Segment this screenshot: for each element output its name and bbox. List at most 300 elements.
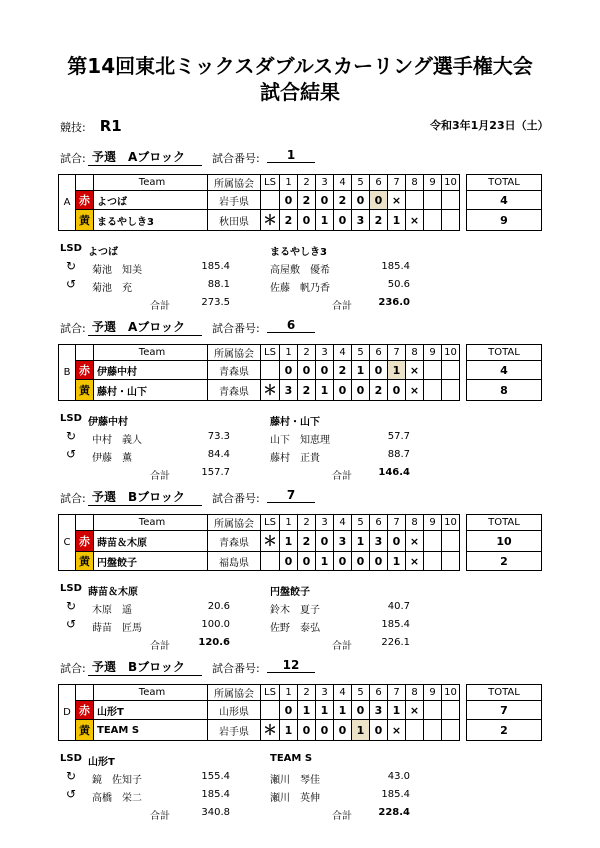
scoreboard — [58, 344, 542, 401]
team-name: 山形T — [94, 701, 208, 720]
end-header: 7 — [388, 175, 406, 191]
gap — [460, 361, 467, 380]
end-score: 0 — [280, 191, 298, 210]
gap — [460, 720, 467, 741]
team-header: Team — [94, 175, 208, 191]
end-score: 1 — [280, 531, 298, 552]
gap — [460, 380, 467, 401]
round-header — [60, 117, 122, 135]
team-row — [59, 701, 542, 720]
association-header: 所属協会 — [208, 345, 261, 361]
end-score: 1 — [316, 701, 334, 720]
end-score: 3 — [370, 531, 388, 552]
end-header: 10 — [442, 345, 460, 361]
yellow-stone-badge: 黄 — [76, 720, 94, 741]
end-score — [442, 701, 460, 720]
total-header: TOTAL — [467, 175, 542, 191]
player-name: 菊池 知美 — [92, 265, 142, 276]
ls-header: LS — [261, 515, 280, 531]
lsd-label: LSD — [60, 413, 82, 424]
end-score — [424, 552, 442, 571]
block-name: 予選 Bブロック — [88, 658, 202, 676]
end-score: 0 — [334, 210, 352, 231]
game-info — [60, 658, 300, 676]
ls-header: LS — [261, 345, 280, 361]
end-score: 0 — [316, 720, 334, 741]
end-score: × — [406, 361, 424, 380]
scoreboard — [58, 684, 542, 741]
end-score — [442, 380, 460, 401]
gap — [460, 345, 467, 361]
end-score: 2 — [280, 210, 298, 231]
end-score — [424, 361, 442, 380]
team-row — [59, 210, 542, 231]
last-stone-mark: ＊ — [261, 380, 280, 401]
game-no-label: 試合番号: — [212, 662, 260, 675]
clockwise-icon: ↻ — [66, 429, 77, 443]
end-score: 3 — [352, 210, 370, 231]
team-total: 10 — [467, 531, 542, 552]
subtotal-label: 合計 — [332, 471, 352, 482]
header-blank — [76, 685, 94, 701]
end-score: 0 — [370, 552, 388, 571]
end-header: 8 — [406, 685, 424, 701]
end-score — [442, 191, 460, 210]
total-header: TOTAL — [467, 685, 542, 701]
lsd-team-name: まるやしき3 — [270, 247, 327, 258]
end-score — [406, 191, 424, 210]
team-name: TEAM S — [94, 720, 208, 741]
player-name: 木原 遥 — [92, 605, 132, 616]
subtotal-label: 合計 — [332, 641, 352, 652]
end-score — [442, 552, 460, 571]
game-no-label: 試合番号: — [212, 492, 260, 505]
end-score — [424, 210, 442, 231]
header-blank — [76, 175, 94, 191]
player-name: 瀬川 琴佳 — [270, 775, 320, 786]
game-label: 試合: — [60, 492, 86, 505]
lsd-subtotal: 236.0 — [378, 297, 410, 308]
end-header: 10 — [442, 175, 460, 191]
block-name: 予選 Aブロック — [88, 318, 202, 336]
end-score: 0 — [298, 210, 316, 231]
end-score: × — [388, 720, 406, 741]
sheet-letter: A — [59, 175, 76, 231]
team-association: 岩手県 — [208, 720, 261, 741]
game-no: 6 — [267, 318, 315, 333]
end-score: 0 — [388, 380, 406, 401]
clockwise-icon: ↻ — [66, 769, 77, 783]
lsd-team-name: よつば — [88, 247, 118, 258]
scoreboard-header — [59, 345, 542, 361]
lsd-subtotal: 340.8 — [201, 807, 230, 818]
player-name: 鈴木 夏子 — [270, 605, 320, 616]
red-stone-badge: 赤 — [76, 361, 94, 380]
end-header: 4 — [334, 345, 352, 361]
gap — [460, 210, 467, 231]
end-score — [424, 701, 442, 720]
game-no: 1 — [267, 148, 315, 163]
end-header: 6 — [370, 345, 388, 361]
end-header: 5 — [352, 685, 370, 701]
game-section — [0, 150, 600, 320]
end-score: 0 — [370, 361, 388, 380]
end-header: 2 — [298, 345, 316, 361]
team-association: 秋田県 — [208, 210, 261, 231]
lsd-subtotal: 226.1 — [381, 637, 410, 648]
end-score — [424, 720, 442, 741]
game-label: 試合: — [60, 322, 86, 335]
end-score — [442, 361, 460, 380]
end-header: 1 — [280, 345, 298, 361]
yellow-stone-badge: 黄 — [76, 210, 94, 231]
block-name: 予選 Aブロック — [88, 148, 202, 166]
player-name: 鏡 佐知子 — [92, 775, 142, 786]
clockwise-icon: ↻ — [66, 599, 77, 613]
player-name: 中村 義人 — [92, 435, 142, 446]
team-row — [59, 380, 542, 401]
end-score: 2 — [298, 380, 316, 401]
last-stone-mark — [261, 191, 280, 210]
end-header: 1 — [280, 685, 298, 701]
team-name: よつば — [94, 191, 208, 210]
end-header: 7 — [388, 345, 406, 361]
end-score: × — [406, 701, 424, 720]
lsd-team-name: TEAM S — [270, 753, 313, 764]
page-title: 試合結果 — [260, 80, 340, 104]
game-no-label: 試合番号: — [212, 322, 260, 335]
end-score: 1 — [352, 531, 370, 552]
player-lsd-value: 88.7 — [387, 449, 410, 460]
subtotal-label: 合計 — [150, 471, 170, 482]
lsd-subtotal: 273.5 — [201, 297, 230, 308]
end-score — [406, 720, 424, 741]
player-lsd-value: 155.4 — [201, 771, 230, 782]
team-total: 2 — [467, 552, 542, 571]
end-header: 4 — [334, 515, 352, 531]
scoreboard — [58, 174, 542, 231]
counterclockwise-icon: ↺ — [66, 277, 77, 291]
end-score — [424, 380, 442, 401]
end-score: 1 — [388, 552, 406, 571]
team-association: 岩手県 — [208, 191, 261, 210]
end-score: 0 — [316, 531, 334, 552]
end-score: 0 — [316, 361, 334, 380]
player-lsd-value: 100.0 — [201, 619, 230, 630]
end-score: × — [406, 552, 424, 571]
end-score: 0 — [352, 552, 370, 571]
end-header: 5 — [352, 175, 370, 191]
lsd-label: LSD — [60, 243, 82, 254]
sheet-letter: D — [59, 685, 76, 741]
subtotal-label: 合計 — [150, 301, 170, 312]
player-lsd-value: 40.7 — [387, 601, 410, 612]
team-association: 福島県 — [208, 552, 261, 571]
subtotal-label: 合計 — [332, 301, 352, 312]
association-header: 所属協会 — [208, 515, 261, 531]
end-score: 1 — [334, 701, 352, 720]
gap — [460, 515, 467, 531]
lsd-team-name: 伊藤中村 — [88, 417, 128, 428]
end-score: 3 — [370, 701, 388, 720]
player-name: 高橋 栄二 — [92, 793, 142, 804]
subtotal-label: 合計 — [150, 811, 170, 822]
team-total: 4 — [467, 361, 542, 380]
subtotal-label: 合計 — [150, 641, 170, 652]
end-score — [424, 531, 442, 552]
end-score: 1 — [280, 720, 298, 741]
end-header: 9 — [424, 515, 442, 531]
sheet-letter: C — [59, 515, 76, 571]
end-header: 8 — [406, 175, 424, 191]
last-stone-mark: ＊ — [261, 210, 280, 231]
team-name: 円盤餃子 — [94, 552, 208, 571]
game-section — [0, 320, 600, 490]
lsd-subtotal: 228.4 — [378, 807, 410, 818]
end-score: 2 — [370, 380, 388, 401]
event-label: 競技: — [60, 121, 86, 134]
end-header: 1 — [280, 175, 298, 191]
end-score: × — [406, 380, 424, 401]
end-score — [424, 191, 442, 210]
player-lsd-value: 43.0 — [387, 771, 410, 782]
end-score: 1 — [316, 380, 334, 401]
player-name: 高屋敷 優希 — [270, 265, 330, 276]
total-header: TOTAL — [467, 515, 542, 531]
lsd-label: LSD — [60, 753, 82, 764]
red-stone-badge: 赤 — [76, 191, 94, 210]
subtotal-label: 合計 — [332, 811, 352, 822]
end-header: 2 — [298, 685, 316, 701]
event-title: 第14回東北ミックスダブルスカーリング選手権大会 — [67, 54, 533, 78]
end-header: 4 — [334, 175, 352, 191]
end-score: 1 — [316, 210, 334, 231]
end-score: 2 — [334, 191, 352, 210]
last-stone-mark — [261, 552, 280, 571]
game-info — [60, 488, 296, 506]
ls-header: LS — [261, 685, 280, 701]
scoreboard — [58, 514, 542, 571]
game-no-label: 試合番号: — [212, 152, 260, 165]
end-score: 0 — [370, 191, 388, 210]
end-score — [442, 210, 460, 231]
lsd-subtotal: 157.7 — [201, 467, 230, 478]
team-total: 8 — [467, 380, 542, 401]
end-header: 6 — [370, 685, 388, 701]
end-header: 6 — [370, 515, 388, 531]
last-stone-mark: ＊ — [261, 720, 280, 741]
counterclockwise-icon: ↺ — [66, 617, 77, 631]
end-score: 3 — [280, 380, 298, 401]
end-header: 6 — [370, 175, 388, 191]
lsd-team-name: 山形T — [88, 757, 115, 768]
player-name: 伊藤 薫 — [92, 453, 132, 464]
end-score: 0 — [298, 720, 316, 741]
game-no: 12 — [267, 658, 315, 673]
end-score: 2 — [370, 210, 388, 231]
team-association: 山形県 — [208, 701, 261, 720]
end-score: 0 — [334, 552, 352, 571]
player-lsd-value: 57.7 — [387, 431, 410, 442]
game-label: 試合: — [60, 152, 86, 165]
team-row — [59, 531, 542, 552]
end-score: 0 — [370, 720, 388, 741]
end-score: 0 — [298, 552, 316, 571]
player-lsd-value: 185.4 — [381, 261, 410, 272]
player-name: 藤村 正貴 — [270, 453, 320, 464]
end-score: 0 — [280, 361, 298, 380]
association-header: 所属協会 — [208, 685, 261, 701]
end-score: 1 — [388, 361, 406, 380]
yellow-stone-badge: 黄 — [76, 380, 94, 401]
team-association: 青森県 — [208, 361, 261, 380]
end-score: 0 — [334, 380, 352, 401]
player-lsd-value: 185.4 — [201, 261, 230, 272]
game-section — [0, 660, 600, 830]
player-name: 蒔苗 匠馬 — [92, 623, 142, 634]
end-score: 1 — [316, 552, 334, 571]
end-score: × — [388, 191, 406, 210]
player-name: 佐藤 帆乃香 — [270, 283, 330, 294]
end-header: 8 — [406, 515, 424, 531]
player-lsd-value: 185.4 — [201, 789, 230, 800]
player-name: 山下 知恵理 — [270, 435, 330, 446]
scoreboard-header — [59, 515, 542, 531]
game-no: 7 — [267, 488, 315, 503]
game-info — [60, 148, 296, 166]
end-score: 1 — [352, 720, 370, 741]
counterclockwise-icon: ↺ — [66, 787, 77, 801]
yellow-stone-badge: 黄 — [76, 552, 94, 571]
date: 令和3年1月23日（土） — [430, 119, 549, 132]
end-score: 0 — [352, 191, 370, 210]
end-score: 1 — [388, 210, 406, 231]
end-score: × — [406, 210, 424, 231]
team-header: Team — [94, 345, 208, 361]
game-section — [0, 490, 600, 660]
team-row — [59, 361, 542, 380]
clockwise-icon: ↻ — [66, 259, 77, 273]
counterclockwise-icon: ↺ — [66, 447, 77, 461]
team-name: 藤村・山下 — [94, 380, 208, 401]
team-header: Team — [94, 515, 208, 531]
end-score — [442, 720, 460, 741]
game-label: 試合: — [60, 662, 86, 675]
end-score: 0 — [316, 191, 334, 210]
end-score: 1 — [352, 361, 370, 380]
player-lsd-value: 20.6 — [207, 601, 230, 612]
end-score: 0 — [280, 552, 298, 571]
player-lsd-value: 185.4 — [381, 789, 410, 800]
end-header: 2 — [298, 515, 316, 531]
end-header: 10 — [442, 515, 460, 531]
team-name: 伊藤中村 — [94, 361, 208, 380]
end-score: 0 — [334, 720, 352, 741]
last-stone-mark: ＊ — [261, 531, 280, 552]
header-blank — [76, 345, 94, 361]
lsd-label: LSD — [60, 583, 82, 594]
end-score: 2 — [298, 191, 316, 210]
last-stone-mark — [261, 361, 280, 380]
lsd-team-name: 藤村・山下 — [270, 417, 320, 428]
team-association: 青森県 — [208, 531, 261, 552]
scoreboard-header — [59, 685, 542, 701]
player-name: 瀬川 英伸 — [270, 793, 320, 804]
gap — [460, 175, 467, 191]
end-score: 0 — [352, 701, 370, 720]
red-stone-badge: 赤 — [76, 531, 94, 552]
gap — [460, 191, 467, 210]
player-lsd-value: 50.6 — [387, 279, 410, 290]
team-total: 4 — [467, 191, 542, 210]
player-name: 佐野 泰弘 — [270, 623, 320, 634]
game-info — [60, 318, 296, 336]
end-header: 1 — [280, 515, 298, 531]
round-value: R1 — [99, 117, 122, 135]
end-score: 2 — [298, 531, 316, 552]
player-lsd-value: 73.3 — [207, 431, 230, 442]
end-header: 9 — [424, 175, 442, 191]
team-total: 2 — [467, 720, 542, 741]
team-association: 青森県 — [208, 380, 261, 401]
team-row — [59, 552, 542, 571]
end-score: 1 — [388, 701, 406, 720]
last-stone-mark — [261, 701, 280, 720]
end-header: 7 — [388, 515, 406, 531]
end-score: 0 — [388, 531, 406, 552]
lsd-team-name: 蒔苗＆木原 — [88, 587, 138, 598]
end-header: 5 — [352, 345, 370, 361]
scoreboard-header — [59, 175, 542, 191]
end-score: 0 — [352, 380, 370, 401]
end-header: 3 — [316, 515, 334, 531]
lsd-subtotal: 146.4 — [378, 467, 410, 478]
lsd-subtotal: 120.6 — [198, 637, 230, 648]
red-stone-badge: 赤 — [76, 701, 94, 720]
association-header: 所属協会 — [208, 175, 261, 191]
team-header: Team — [94, 685, 208, 701]
block-name: 予選 Bブロック — [88, 488, 202, 506]
end-header: 3 — [316, 685, 334, 701]
player-lsd-value: 88.1 — [207, 279, 230, 290]
end-header: 9 — [424, 345, 442, 361]
end-header: 8 — [406, 345, 424, 361]
lsd-team-name: 円盤餃子 — [270, 587, 310, 598]
end-header: 10 — [442, 685, 460, 701]
end-header: 5 — [352, 515, 370, 531]
team-name: 蒔苗＆木原 — [94, 531, 208, 552]
end-header: 9 — [424, 685, 442, 701]
end-score: × — [406, 531, 424, 552]
player-lsd-value: 84.4 — [207, 449, 230, 460]
end-score — [442, 531, 460, 552]
team-row — [59, 191, 542, 210]
ls-header: LS — [261, 175, 280, 191]
team-total: 9 — [467, 210, 542, 231]
end-score: 0 — [280, 701, 298, 720]
end-header: 7 — [388, 685, 406, 701]
total-header: TOTAL — [467, 345, 542, 361]
end-header: 3 — [316, 175, 334, 191]
team-row — [59, 720, 542, 741]
end-header: 4 — [334, 685, 352, 701]
end-score: 3 — [334, 531, 352, 552]
team-name: まるやしき3 — [94, 210, 208, 231]
team-total: 7 — [467, 701, 542, 720]
gap — [460, 701, 467, 720]
player-name: 菊池 充 — [92, 283, 132, 294]
gap — [460, 685, 467, 701]
